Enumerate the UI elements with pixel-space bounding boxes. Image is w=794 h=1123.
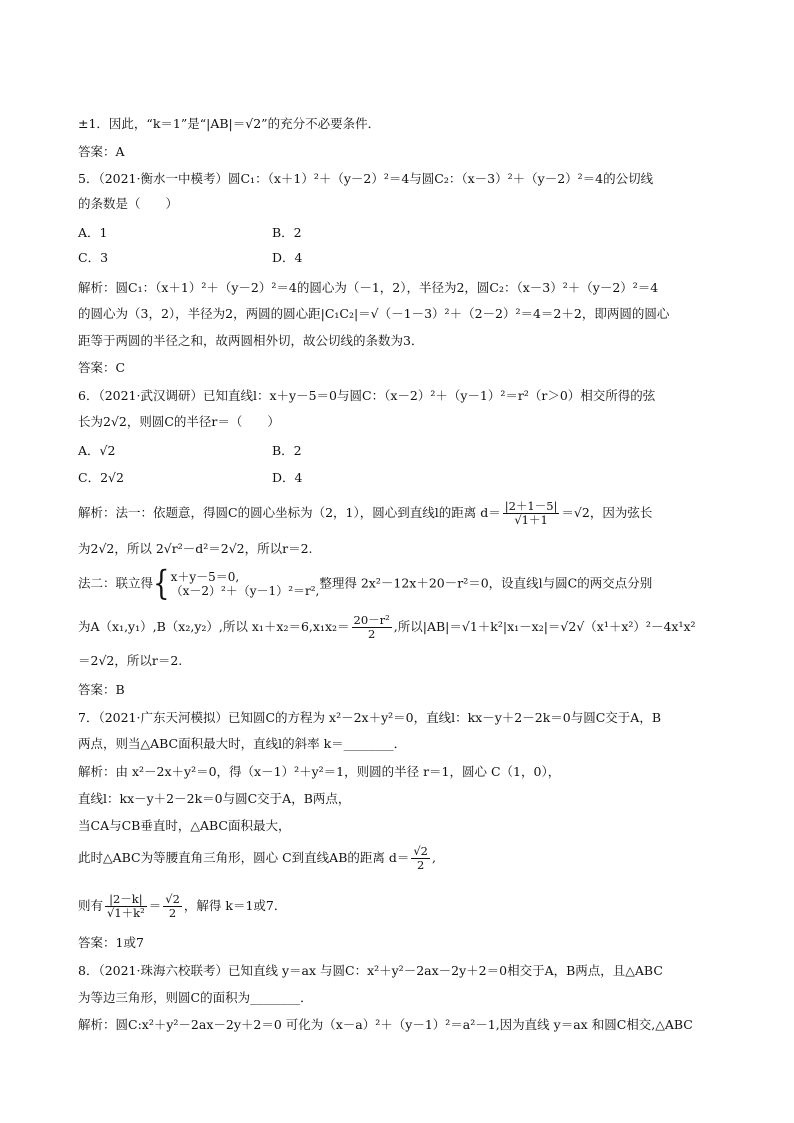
question-6-method-2 bbox=[78, 564, 653, 604]
fraction-numerator: |2＋1－5| bbox=[504, 499, 558, 513]
question-5-option-c: C．3 bbox=[78, 250, 109, 265]
equation-system bbox=[171, 570, 320, 598]
text-segment: 为A（x₁,y₁）,B（x₂,y₂）,所以 x₁＋x₂＝6,x₁x₂＝ bbox=[78, 619, 350, 634]
fraction-denominator: √1＋k² bbox=[107, 906, 145, 920]
question-5-option-d: D．4 bbox=[272, 250, 303, 265]
question-7-stem: 7．（2021·广东天河模拟）已知圆C的方程为 x²－2x＋y²＝0，直线l：kx－y＋2－2k＝0与圆C交于A，B bbox=[78, 710, 662, 725]
equation-2: （x－2）²＋（y－1）²＝r², bbox=[170, 584, 320, 598]
question-7-stem-cont: 两点，则当△ABC面积最大时，直线l的斜率 k＝________． bbox=[78, 736, 407, 751]
text-segment: , bbox=[432, 850, 436, 865]
fraction-denominator: 2 bbox=[168, 906, 177, 920]
fraction bbox=[163, 893, 182, 920]
text-segment: 则有 bbox=[78, 898, 104, 913]
question-7-analysis: 直线l：kx－y＋2－2k＝0与圆C交于A，B两点， bbox=[78, 791, 351, 806]
fraction-denominator: 2 bbox=[367, 627, 376, 641]
answer-line: 答案：A bbox=[78, 144, 125, 159]
question-7-analysis: 当CA与CB垂直时，△ABC面积最大， bbox=[78, 818, 291, 833]
text-segment: 解析：法一：依题意，得圆C的圆心坐标为（2，1），圆心到直线l的距离 d＝ bbox=[78, 505, 501, 520]
text-segment: ,所以|AB|＝√1＋k²|x₁－x₂|＝√2√（x¹＋x²）²－4x¹x² bbox=[393, 619, 696, 634]
question-6-stem: 6．（2021·武汉调研）已知直线l：x＋y－5＝0与圆C：（x－2）²＋（y－1）²＝r²（r＞0）相交所得的弦 bbox=[78, 388, 656, 403]
fraction-numerator: |2－k| bbox=[105, 893, 147, 907]
question-6-option-a: A．√2 bbox=[78, 443, 116, 458]
question-6-option-d: D．4 bbox=[272, 470, 303, 485]
fraction-numerator: √2 bbox=[165, 892, 180, 906]
fraction-numerator: √2 bbox=[413, 844, 429, 858]
question-8-stem-cont: 为等边三角形，则圆C的面积为________． bbox=[78, 990, 313, 1005]
question-8-stem: 8．（2021·珠海六校联考）已知直线 y＝ax 与圆C：x²＋y²－2ax－2y＋2＝0相交于A，B两点，且△ABC bbox=[78, 963, 663, 978]
fraction bbox=[411, 845, 430, 872]
question-7-answer: 答案：1或7 bbox=[78, 935, 144, 950]
question-7-analysis bbox=[78, 845, 436, 872]
question-6-method-1-cont: 为2√2，所以 2√r²－d²＝2√2，所以r＝2. bbox=[78, 541, 313, 556]
question-7-analysis bbox=[78, 893, 286, 920]
question-5-option-a: A．1 bbox=[78, 225, 108, 240]
fraction-denominator: 2 bbox=[417, 858, 425, 872]
equation-1: x＋y－5＝0, bbox=[170, 570, 240, 584]
question-5-answer: 答案：C bbox=[78, 360, 126, 375]
question-6-option-c: C．2√2 bbox=[78, 470, 124, 485]
question-5-stem: 5．（2021·衡水一中模考）圆C₁：（x＋1）²＋（y－2）²＝4与圆C₂：（x－3）²＋（y－2）²＝4的公切线 bbox=[78, 171, 654, 186]
fraction bbox=[105, 893, 147, 920]
question-6-answer: 答案：B bbox=[78, 682, 125, 697]
question-6-method-2-end: ＝2√2，所以r＝2. bbox=[78, 653, 183, 668]
text-segment: 整理得 2x²－12x＋20－r²＝0，设直线l与圆C的两交点分别 bbox=[319, 575, 653, 591]
text-segment: ＝√2，因为弦长 bbox=[561, 505, 653, 520]
question-6-stem-cont: 长为2√2，则圆C的半径r＝（ ） bbox=[78, 414, 280, 429]
question-5-option-b: B．2 bbox=[272, 225, 302, 240]
text-segment: ＝ bbox=[148, 898, 162, 913]
fraction bbox=[503, 500, 560, 527]
fraction-numerator: 20－r² bbox=[353, 613, 390, 627]
text-line: ±1．因此，“k＝1”是“|AB|＝√2”的充分不必要条件． bbox=[78, 116, 381, 131]
question-5-analysis: 的圆心为（3，2），半径为2，两圆的圆心距|C₁C₂|＝√（－1－3）²＋（2－2）²＝4＝2＋2，即两圆的圆心 bbox=[78, 306, 670, 321]
text-segment: ，解得 k＝1或7． bbox=[183, 898, 287, 913]
question-6-method-1 bbox=[78, 500, 652, 527]
question-8-analysis: 解析：圆C:x²＋y²－2ax－2y＋2＝0 可化为（x－a）²＋（y－1）²＝a²－1,因为直线 y＝ax 和圆C相交,△ABC bbox=[78, 1017, 693, 1032]
question-6-option-b: B．2 bbox=[272, 443, 302, 458]
text-segment: 法二：联立得 bbox=[78, 575, 154, 591]
question-5-stem-cont: 的条数是（ ） bbox=[78, 196, 179, 211]
question-5-analysis: 解析：圆C₁：（x＋1）²＋（y－2）²＝4的圆心为（－1，2），半径为2，圆C₂：（x－3）²＋（y－2）²＝4 bbox=[78, 280, 659, 295]
left-brace-icon: { bbox=[153, 564, 170, 604]
question-5-analysis: 距等于两圆的半径之和，故两圆相外切，故公切线的条数为3． bbox=[78, 333, 424, 348]
text-segment: 此时△ABC为等腰直角三角形，圆心 C到直线AB的距离 d＝ bbox=[78, 850, 410, 865]
question-7-analysis: 解析：由 x²－2x＋y²＝0，得（x－1）²＋y²＝1，则圆的半径 r＝1，圆心 C（1，0）， bbox=[78, 764, 561, 779]
fraction-denominator: √1＋1 bbox=[514, 513, 548, 527]
question-6-method-2-cont bbox=[78, 614, 696, 641]
fraction bbox=[352, 614, 392, 641]
